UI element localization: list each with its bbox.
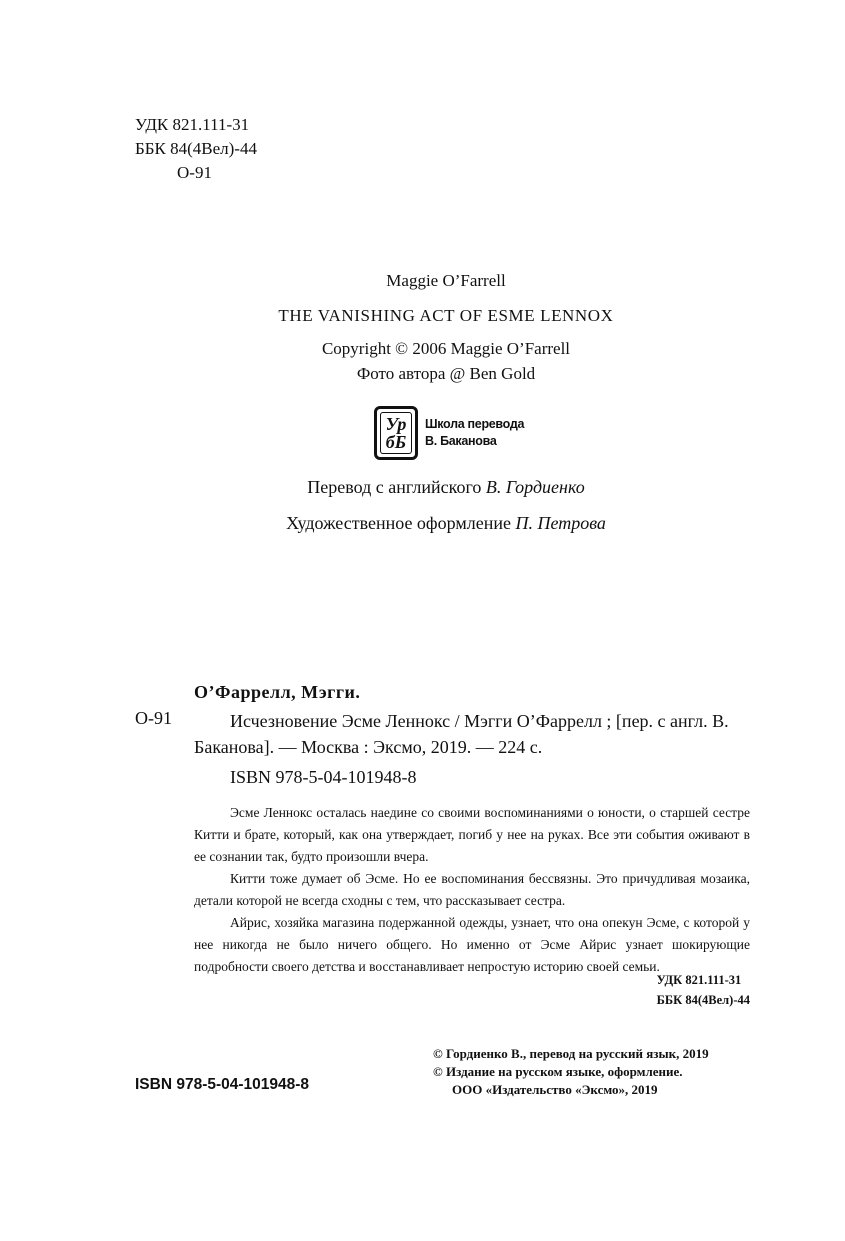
translation-label: Перевод с английского — [307, 477, 482, 497]
logo-letters-top: Ур — [385, 414, 407, 434]
entry-description: Исчезновение Эсме Леннокс / Мэгги О’Фаррелл ; [пер. с англ. В. Баканова]. — Москва : Эксмо, 2019. — 224 с. — [194, 711, 729, 757]
publisher-copyright: ООО «Издательство «Эксмо», 2019 — [452, 1082, 658, 1097]
logo-text — [425, 416, 524, 450]
classification-block — [657, 970, 750, 1010]
entry-heading: О’Фаррелл, Мэгги. — [194, 682, 361, 702]
copyright-line: Copyright © 2006 Maggie O’Farrell — [321, 339, 571, 358]
bbk-code: ББК 84(4Вел)-44 — [135, 139, 257, 158]
entry-isbn: ISBN 978-5-04-101948-8 — [230, 767, 417, 787]
annotation-paragraph: Китти тоже думает об Эсме. Но ее воспоминания бессвязны. Это причудливая мозаика, детали которой не всегда сходны с тем, что рассказывает сестра. — [194, 871, 750, 908]
udk-code-bottom: УДК 821.111-31 — [656, 973, 742, 987]
annotation-paragraph: Айрис, хозяйка магазина подержанной одежды, узнает, что она опекун Эсме, с которой у нее никогда не было ничего общего. Но именно от Эсме Айрис узнает шокирующие подробности своего детства и восстанавливает непростую историю своей семьи. — [194, 915, 750, 974]
photo-credit: Фото автора @ Ben Gold — [356, 364, 536, 383]
original-title: THE VANISHING ACT OF ESME LENNOX — [278, 306, 614, 325]
logo-letters-bottom: бБ — [385, 432, 407, 452]
logo-line-2: В. Баканова — [425, 434, 497, 448]
publisher-logo — [374, 406, 524, 460]
udk-block — [135, 113, 257, 185]
design-label: Художественное оформление — [286, 513, 511, 533]
translation-copyright: © Гордиенко В., перевод на русский язык, 2019 — [433, 1046, 709, 1061]
edition-copyright: © Издание на русском языке, оформление. — [433, 1064, 683, 1079]
logo-line-1: Школа перевода — [425, 417, 525, 431]
translator-credit — [0, 477, 845, 498]
annotation — [194, 802, 750, 978]
annotation-paragraph: Эсме Леннокс осталась наедине со своими воспоминаниями о юности, о старшей сестре Китти и брате, который, как она утверждает, погиб у нее на руках. Все эти события оживают в ее сознании так, будто произошли вчера. — [194, 805, 750, 864]
designer-name: П. Петрова — [515, 513, 606, 533]
copyright-block — [433, 1045, 709, 1099]
translator-name: В. Гордиенко — [485, 477, 585, 497]
bbk-code-bottom: ББК 84(4Вел)-44 — [656, 993, 750, 1007]
logo-mark-icon — [374, 406, 418, 460]
udk-code: УДК 821.111-31 — [135, 115, 250, 134]
author-mark: О-91 — [177, 163, 212, 182]
entry-author-mark: О-91 — [135, 708, 172, 728]
designer-credit — [0, 513, 845, 534]
original-author: Maggie O’Farrell — [386, 271, 506, 290]
isbn-bottom: ISBN 978-5-04-101948-8 — [135, 1076, 310, 1093]
